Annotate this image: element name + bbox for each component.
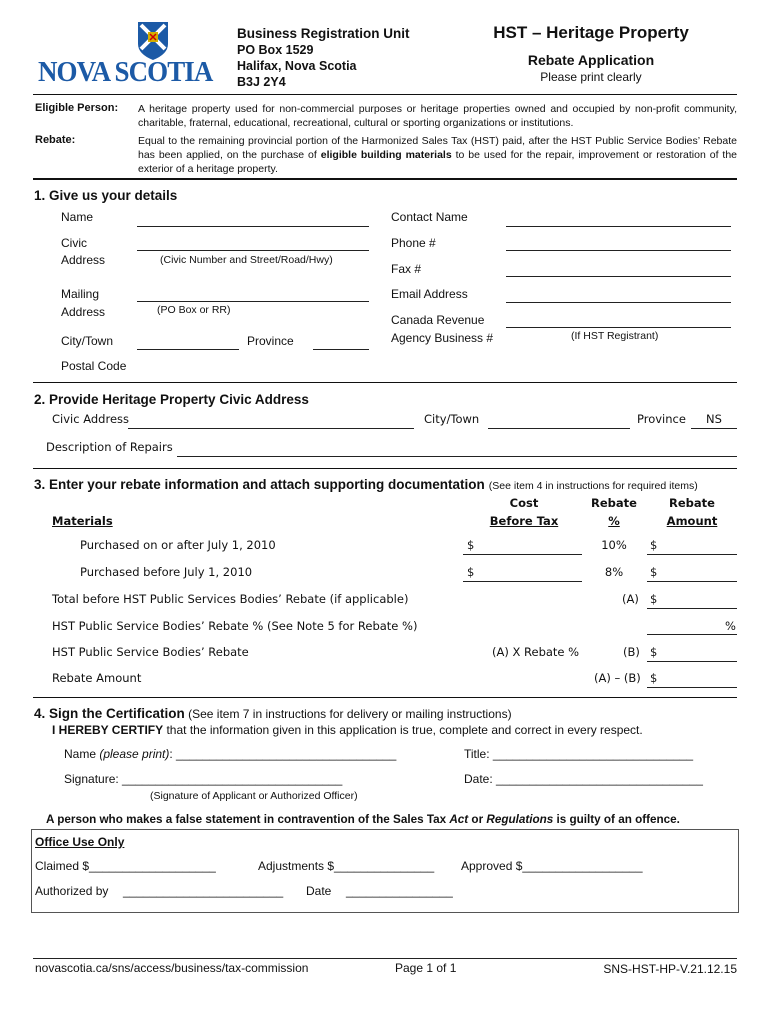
- repairs-label: Description of Repairs: [46, 440, 173, 454]
- footer-divider: [33, 958, 737, 959]
- row1-label: Purchased on or after July 1, 2010: [80, 538, 276, 552]
- row2-cost-dollar: $: [467, 565, 475, 579]
- unit-address-2: Halifax, Nova Scotia: [237, 59, 357, 73]
- footer-page: Page 1 of 1: [395, 961, 457, 975]
- heritage-city-label: City/Town: [424, 412, 480, 426]
- false-statement-warning: A person who makes a false statement in contravention of the Sales Tax Act or Regulations is guilty of an offence.: [46, 813, 680, 826]
- psb-label: HST Public Service Bodies’ Rebate: [52, 645, 249, 659]
- heritage-city-field[interactable]: [488, 428, 630, 429]
- psb-tag: (B): [623, 645, 640, 659]
- rebate-text: Equal to the remaining provincial portion of the Harmonized Sales Tax (HST) paid, after the HST Public Service Bodies’ Rebate has been applied, on the purchase of eligible building materials to be used for the repair, improvement or restoration of the exterior of a heritage property.: [138, 135, 738, 175]
- office-adjustments-field[interactable]: Adjustments $_______________: [258, 859, 435, 873]
- col-amt-2: Amount: [666, 514, 718, 528]
- phone-label: Phone #: [391, 236, 436, 250]
- civic-address-field[interactable]: [137, 250, 369, 251]
- row2-amt-dollar: $: [650, 565, 658, 579]
- cra-label-1: Canada Revenue: [391, 313, 485, 327]
- row2-rate: 8%: [604, 565, 624, 579]
- heritage-civic-label: Civic Address: [52, 412, 130, 426]
- psb-field[interactable]: [647, 661, 737, 662]
- fax-label: Fax #: [391, 262, 422, 276]
- sign-name-field[interactable]: Name (please print): _________________________________: [64, 747, 397, 761]
- row2-cost-field[interactable]: [463, 581, 582, 582]
- footer-url[interactable]: novascotia.ca/sns/access/business/tax-commission: [35, 961, 309, 975]
- pct-sign: %: [725, 619, 736, 633]
- footer-code: SNS-HST-HP-V.21.12.15: [603, 962, 737, 976]
- cra-field[interactable]: [506, 327, 731, 328]
- rebate-amount-dollar: $: [650, 671, 658, 685]
- form-title: HST – Heritage Property: [493, 23, 689, 42]
- repairs-field[interactable]: [177, 456, 737, 457]
- heritage-province-label: Province: [637, 412, 686, 426]
- row2-amt-field[interactable]: [647, 581, 737, 582]
- province-field[interactable]: [313, 349, 369, 350]
- section-3-title: 3. Enter your rebate information and attach supporting documentation (See item 4 in instructions for required items): [34, 477, 698, 492]
- rebate-amount-label: Rebate Amount: [52, 671, 142, 685]
- civic-label: Civic: [61, 236, 87, 250]
- office-approved-field[interactable]: Approved $__________________: [461, 859, 643, 873]
- office-use-title: Office Use Only: [35, 835, 125, 849]
- unit-name: Business Registration Unit: [237, 26, 410, 41]
- civic-address-label: Address: [61, 253, 106, 267]
- sign-date-field[interactable]: Date: _______________________________: [464, 772, 703, 786]
- po-hint: (PO Box or RR): [157, 304, 231, 316]
- total-tag: (A): [622, 592, 639, 606]
- mailing-address-field[interactable]: [137, 301, 369, 302]
- name-field[interactable]: [137, 226, 369, 227]
- total-field[interactable]: [647, 608, 737, 609]
- logo-wordmark: NOVA SCOTIA: [38, 56, 213, 88]
- pct-label: HST Public Service Bodies’ Rebate % (See Note 5 for Rebate %): [52, 619, 418, 633]
- heritage-civic-field[interactable]: [128, 428, 414, 429]
- eligible-label: Eligible Person:: [35, 102, 119, 114]
- rebate-label: Rebate:: [35, 134, 76, 146]
- signature-hint: (Signature of Applicant or Authorized Officer): [150, 790, 358, 802]
- office-date-label: Date: [306, 884, 332, 898]
- row2-label: Purchased before July 1, 2010: [80, 565, 253, 579]
- section-2-divider: [33, 468, 737, 469]
- province-label: Province: [247, 334, 294, 348]
- office-claimed-field[interactable]: Claimed $___________________: [35, 859, 216, 873]
- section-3-divider: [33, 697, 737, 698]
- form-subtitle: Rebate Application: [527, 52, 655, 68]
- col-rate-2: %: [608, 514, 620, 528]
- col-rate-1: Rebate: [591, 496, 637, 510]
- hst-hint: (If HST Registrant): [571, 330, 659, 342]
- mailing-address-label: Address: [61, 305, 106, 319]
- rebate-amount-field[interactable]: [647, 687, 737, 688]
- row1-rate: 10%: [601, 538, 627, 552]
- email-field[interactable]: [506, 302, 731, 303]
- row1-amt-field[interactable]: [647, 554, 737, 555]
- sign-title-field[interactable]: Title: ______________________________: [464, 747, 694, 761]
- eligible-text: A heritage property used for non-commercial purposes or heritage properties owned and occupied by non-profit community, charitable, fraternal, educational, recreational, cultural or sporting organizations or institutions.: [138, 103, 737, 129]
- mailing-label: Mailing: [61, 287, 100, 301]
- heritage-province-value: NS: [706, 412, 722, 426]
- signature-field[interactable]: Signature: _________________________________: [64, 772, 343, 786]
- section-4-title: 4. Sign the Certification (See item 7 in instructions for delivery or mailing instructions): [34, 706, 512, 721]
- nova-scotia-logo: [36, 22, 232, 90]
- city-label: City/Town: [61, 334, 114, 348]
- psb-dollar: $: [650, 645, 658, 659]
- col-amt-1: Rebate: [669, 496, 715, 510]
- row1-cost-field[interactable]: [463, 554, 582, 555]
- contact-label: Contact Name: [391, 210, 468, 224]
- header-divider: [33, 94, 737, 95]
- psb-calc: (A) X Rebate %: [492, 645, 580, 659]
- print-note: Please print clearly: [540, 70, 642, 84]
- email-label: Email Address: [391, 287, 468, 301]
- postal-label: Postal Code: [61, 359, 127, 373]
- name-label: Name: [61, 210, 94, 224]
- total-label: Total before HST Public Services Bodies’ Rebate (if applicable): [52, 592, 409, 606]
- city-field[interactable]: [137, 349, 239, 350]
- fax-field[interactable]: [506, 276, 731, 277]
- unit-address-3: B3J 2Y4: [237, 75, 286, 89]
- unit-address-1: PO Box 1529: [237, 43, 314, 57]
- office-date-field[interactable]: ________________: [346, 884, 453, 898]
- col-cost-2: Before Tax: [489, 514, 559, 528]
- civic-hint: (Civic Number and Street/Road/Hwy): [160, 254, 333, 266]
- materials-heading: Materials: [52, 514, 113, 528]
- section-1-title: 1. Give us your details: [34, 188, 178, 203]
- office-authorized-label: Authorized by: [35, 884, 109, 898]
- col-cost-1: Cost: [509, 496, 539, 510]
- section-2-title: 2. Provide Heritage Property Civic Address: [34, 392, 309, 407]
- office-authorized-field[interactable]: ________________________: [123, 884, 284, 898]
- heritage-province-field[interactable]: [691, 428, 737, 429]
- contact-field[interactable]: [506, 226, 731, 227]
- defs-divider: [33, 178, 737, 180]
- rebate-amount-tag: (A) – (B): [594, 671, 641, 685]
- section-1-divider: [33, 382, 737, 383]
- row1-amt-dollar: $: [650, 538, 658, 552]
- certify-statement: I HEREBY CERTIFY that the information given in this application is true, complete and correct in every respect.: [52, 723, 643, 737]
- phone-field[interactable]: [506, 250, 731, 251]
- cra-label-2: Agency Business #: [391, 331, 494, 345]
- total-dollar: $: [650, 592, 658, 606]
- pct-field[interactable]: [647, 634, 737, 635]
- row1-cost-dollar: $: [467, 538, 475, 552]
